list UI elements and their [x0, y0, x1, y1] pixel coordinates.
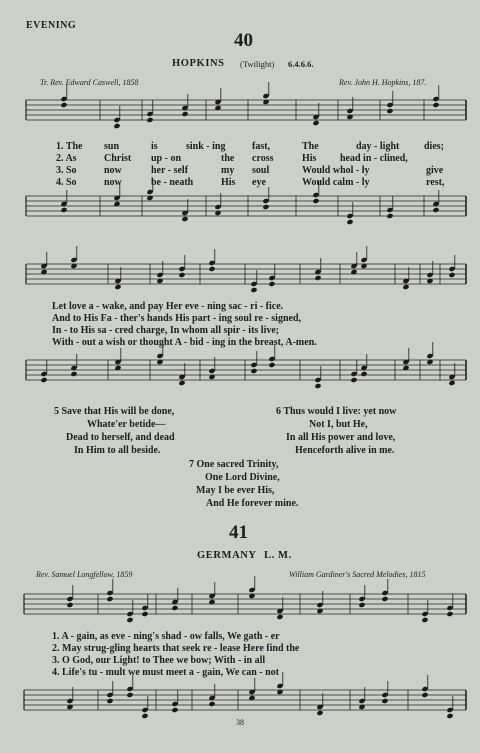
music-credit-41: William Gardiner's Sacred Melodies, 1815	[289, 570, 426, 579]
lyric-line-2-4: With - out a wish or thought A - bid - ing in the breast, A-men.	[52, 337, 317, 348]
music-credit: Rev. John H. Hopkins, 187.	[339, 78, 427, 87]
lyric-41-3: 3. O God, our Light! to Thee we bow; With - in all	[52, 655, 266, 666]
meter-41: L. M.	[264, 550, 292, 561]
running-header: EVENING	[26, 20, 77, 31]
lyric-41-1: 1. A - gain, as eve - ning's shad - ow falls, We gath - er	[52, 631, 280, 642]
tune-name: HOPKINS	[172, 58, 225, 69]
tune-alt-name: (Twilight)	[240, 59, 275, 69]
text-credit-41: Rev. Samuel Longfellow, 1859	[36, 570, 133, 579]
lyric-line-2-2: And to His Fa - ther's hands His part - ing soul re - signed,	[52, 313, 302, 324]
lyric-41-2: 2. May strug-gling hearts that seek re - lease Here find the	[52, 643, 300, 654]
hymn-number-40: 40	[234, 30, 253, 51]
hymn-number-41: 41	[229, 522, 248, 543]
lyric-line-2-3: In - to His sa - cred charge, In whom all spir - its live;	[52, 325, 280, 336]
page-number: 38	[236, 718, 244, 727]
meter: 6.4.6.6.	[288, 59, 314, 69]
lyric-41-4: 4. Life's tu - mult we must meet a - gain, We can - not	[52, 667, 280, 678]
tune-name-41: GERMANY	[197, 550, 257, 561]
lyric-line-2-1: Let love a - wake, and pay Her eve - ning sac - ri - fice.	[52, 301, 284, 312]
text-credit: Tr. Rev. Edward Caswell, 1858	[40, 78, 139, 87]
